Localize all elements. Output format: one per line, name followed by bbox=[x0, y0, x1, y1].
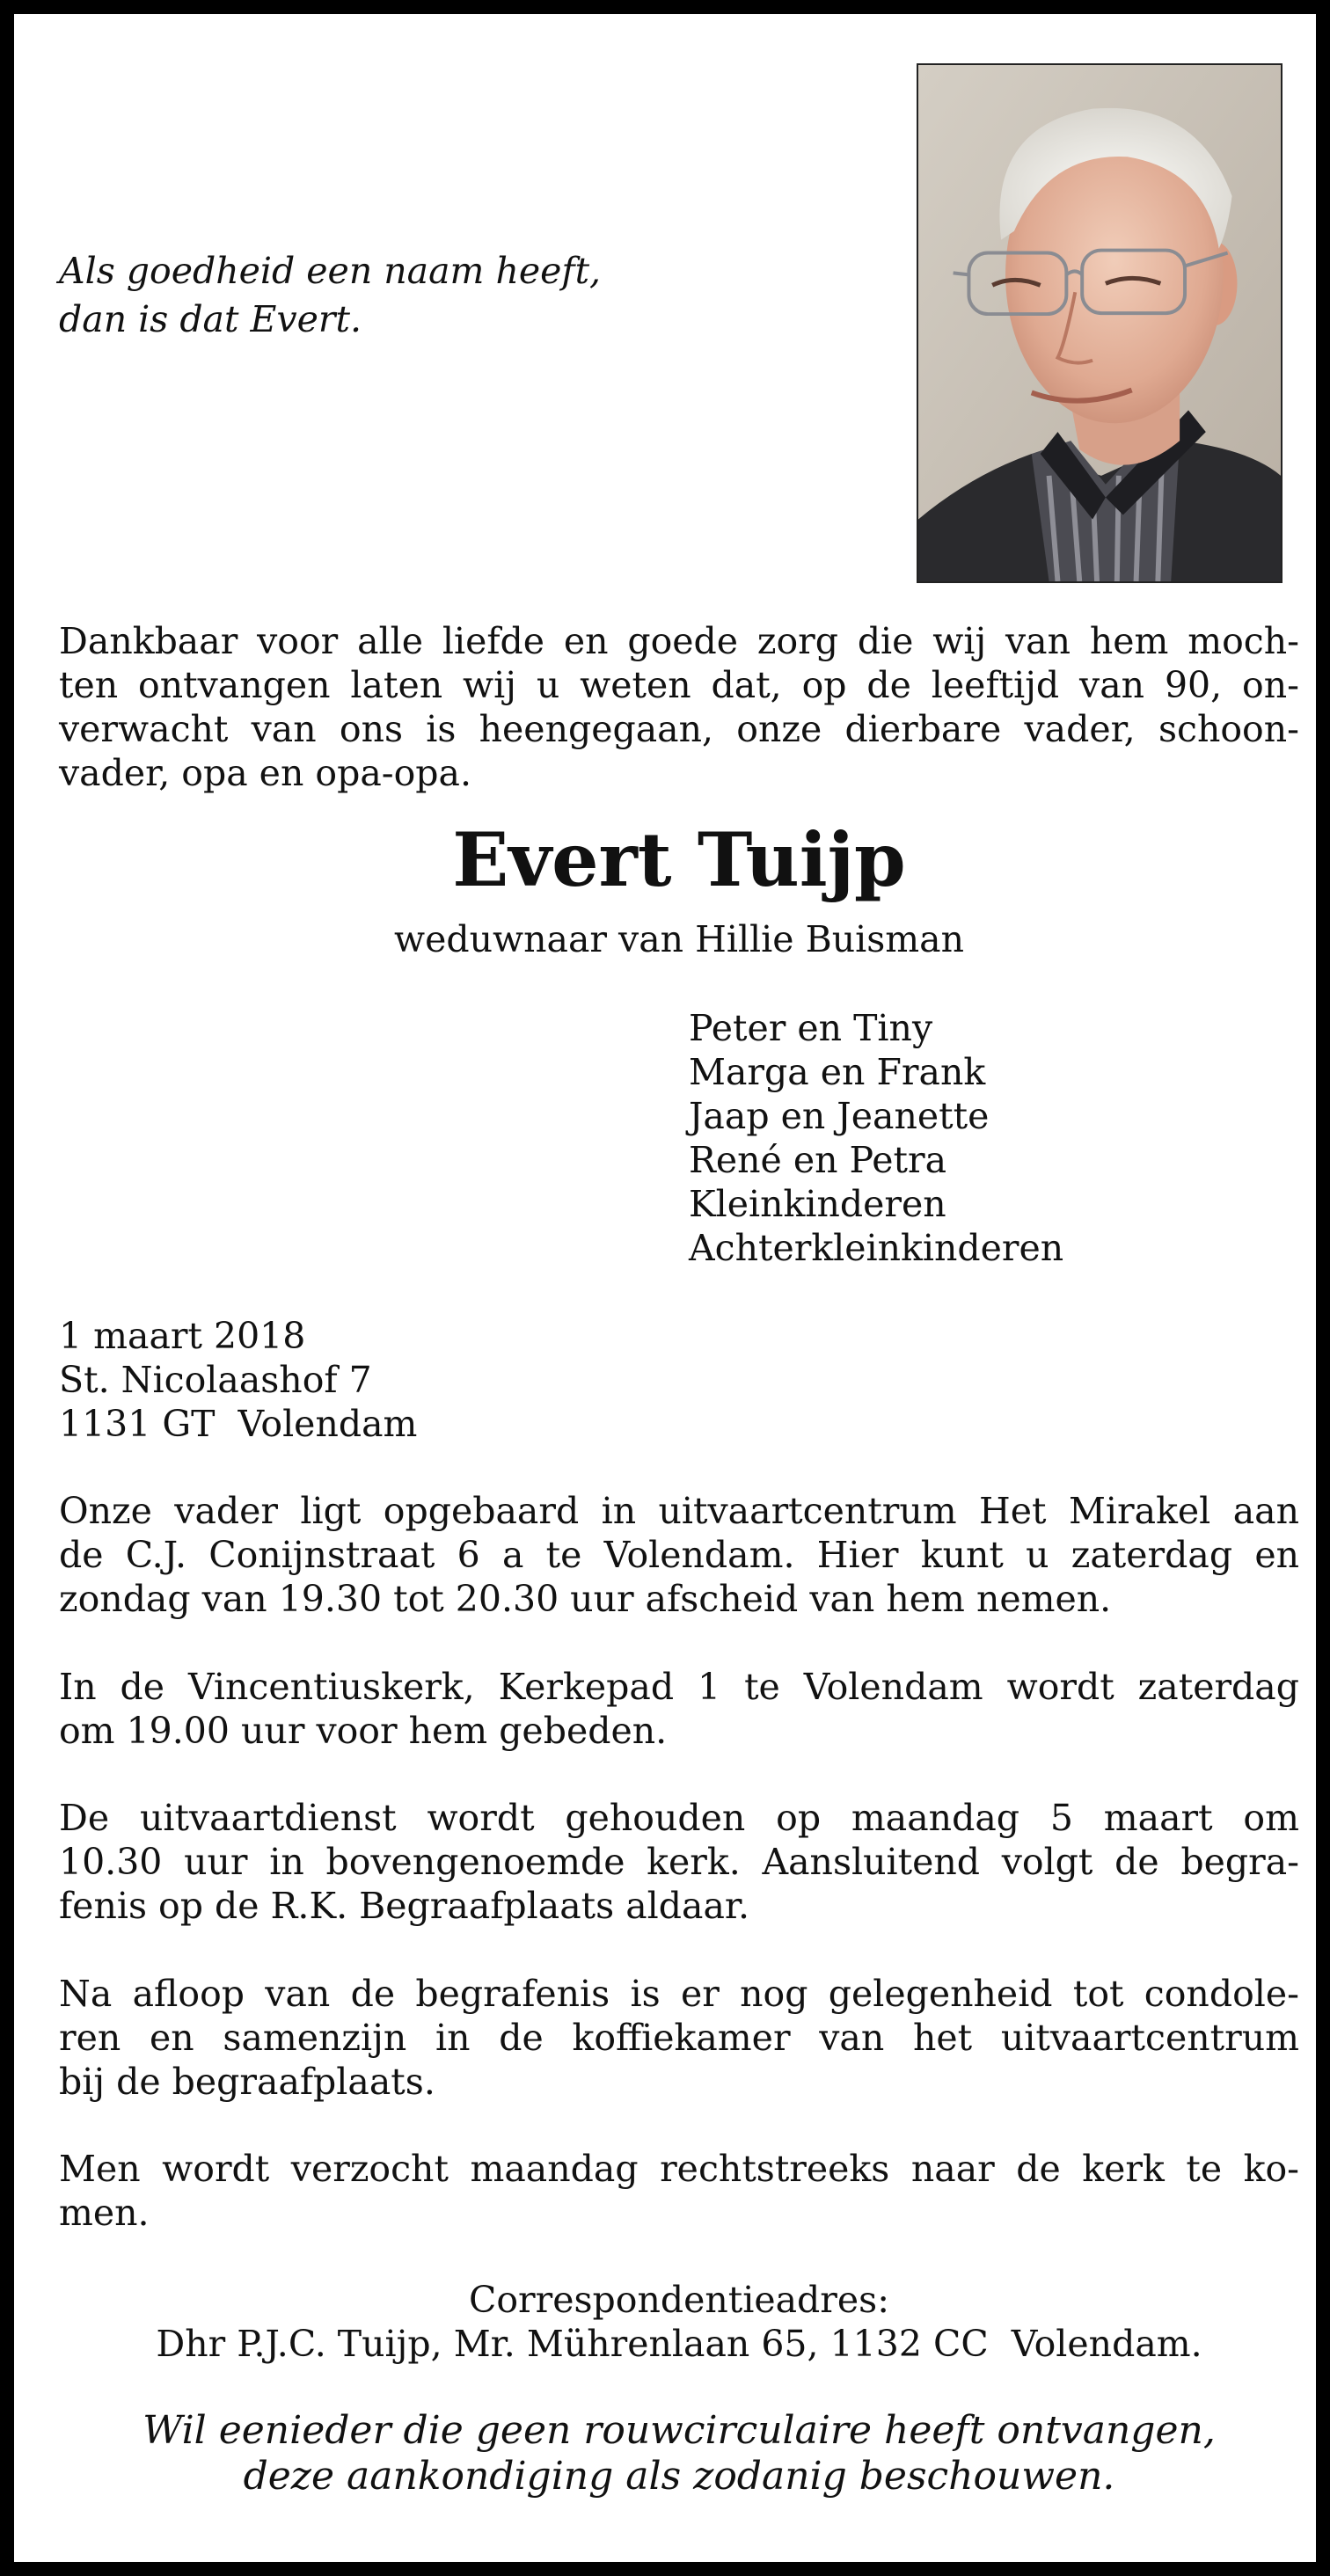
intro-line: verwacht van ons is heengegaan, onze dierbare vader, schoon- bbox=[59, 708, 1299, 750]
address-street: St. Nicolaashof 7 bbox=[59, 1359, 372, 1401]
paragraph-line: In de Vincentiuskerk, Kerkepad 1 te Volendam wordt zaterdag bbox=[59, 1666, 1299, 1708]
family-member: Achterkleinkinderen bbox=[689, 1227, 1064, 1269]
family-member: Marga en Frank bbox=[689, 1051, 986, 1093]
portrait-image bbox=[918, 65, 1281, 581]
deceased-subtitle: weduwnaar van Hillie Buisman bbox=[394, 918, 964, 960]
correspondence-label: Correspondentieadres: bbox=[468, 2279, 890, 2321]
closing-line-1: Wil eenieder die geen rouwcirculaire heeft ontvangen, bbox=[142, 2408, 1216, 2453]
closing-note bbox=[14, 2408, 1330, 2499]
portrait-photo bbox=[917, 63, 1282, 583]
paragraph-viewing bbox=[59, 1489, 1299, 1621]
paragraph-line: zondag van 19.30 tot 20.30 uur afscheid van hem nemen. bbox=[59, 1578, 1112, 1620]
deceased-name: Evert Tuijp bbox=[452, 816, 906, 903]
notice-date: 1 maart 2018 bbox=[59, 1315, 306, 1357]
paragraph-funeral-service bbox=[59, 1796, 1299, 1928]
closing-line-2: deze aankondiging als zodanig beschouwen. bbox=[243, 2454, 1115, 2499]
family-member: Kleinkinderen bbox=[689, 1183, 946, 1225]
paragraph-line: Onze vader ligt opgebaard in uitvaartcentrum Het Mirakel aan bbox=[59, 1490, 1299, 1532]
paragraph-line: de C.J. Conijnstraat 6 a te Volendam. Hier kunt u zaterdag en bbox=[59, 1534, 1299, 1576]
home-address bbox=[59, 1314, 763, 1446]
quote-line-2: dan is dat Evert. bbox=[59, 298, 362, 340]
intro-line: Dankbaar voor alle liefde en goede zorg die wij van hem moch- bbox=[59, 620, 1299, 662]
address-city: 1131 GT Volendam bbox=[59, 1403, 418, 1445]
opening-quote bbox=[59, 247, 851, 344]
correspondence-text: Dhr P.J.C. Tuijp, Mr. Mührenlaan 65, 1132 CC Volendam. bbox=[156, 2323, 1202, 2365]
paragraph-line: fenis op de R.K. Begraafplaats aldaar. bbox=[59, 1885, 750, 1927]
paragraph-line: Na afloop van de begrafenis is er nog gelegenheid tot condole- bbox=[59, 1973, 1299, 2015]
paragraph-line: De uitvaartdienst wordt gehouden op maandag 5 maart om bbox=[59, 1797, 1299, 1839]
paragraph-line: men. bbox=[59, 2192, 150, 2234]
family-member: Peter en Tiny bbox=[689, 1007, 933, 1049]
intro-line: ten ontvangen laten wij u weten dat, op de leeftijd van 90, on- bbox=[59, 664, 1299, 706]
paragraph-instructions bbox=[59, 2147, 1299, 2235]
paragraph-line: Men wordt verzocht maandag rechtstreeks naar de kerk te ko- bbox=[59, 2148, 1299, 2190]
paragraph-condolences bbox=[59, 1972, 1299, 2104]
paragraph-line: ren en samenzijn in de koffiekamer van het uitvaartcentrum bbox=[59, 2017, 1299, 2059]
paragraph-line: bij de begraafplaats. bbox=[59, 2061, 435, 2103]
intro-text bbox=[59, 619, 1299, 795]
paragraph-prayer bbox=[59, 1665, 1299, 1753]
family-list bbox=[689, 1006, 1304, 1270]
quote-line-1: Als goedheid een naam heeft, bbox=[59, 250, 602, 292]
intro-line: vader, opa en opa-opa. bbox=[59, 752, 472, 794]
family-member: Jaap en Jeanette bbox=[689, 1095, 990, 1137]
correspondence-address bbox=[14, 2278, 1330, 2366]
family-member: René en Petra bbox=[689, 1139, 947, 1181]
paragraph-line: 10.30 uur in bovengenoemde kerk. Aansluitend volgt de begra- bbox=[59, 1841, 1299, 1883]
paragraph-line: om 19.00 uur voor hem gebeden. bbox=[59, 1710, 668, 1752]
